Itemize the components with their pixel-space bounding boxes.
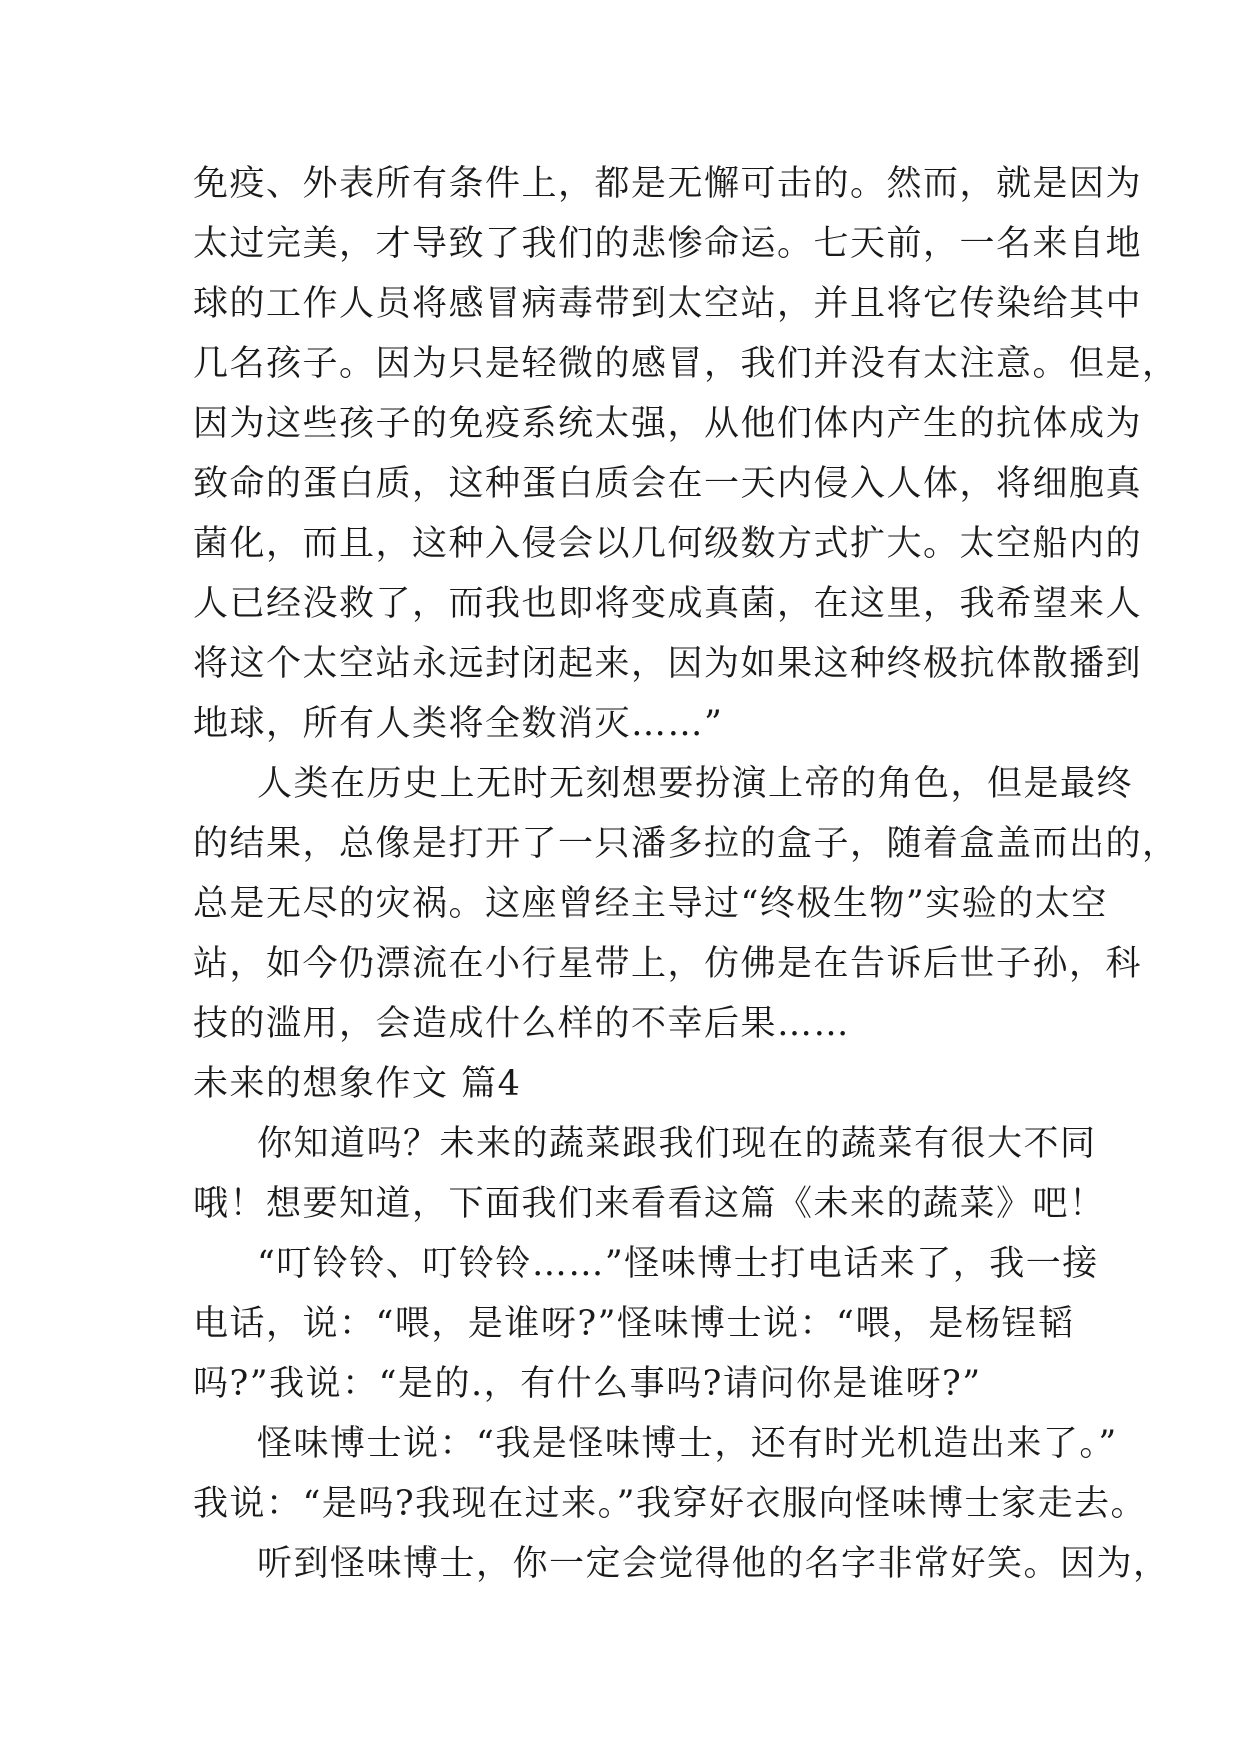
text-line: 太过完美，才导致了我们的悲惨命运。七天前，一名来自地 [193, 224, 1143, 264]
paragraph-start-line: “叮铃铃、叮铃铃……”怪味博士打电话来了，我一接 [257, 1244, 1099, 1284]
text-line: 球的工作人员将感冒病毒带到太空站，并且将它传染给其中 [193, 284, 1143, 324]
text-line: 致命的蛋白质，这种蛋白质会在一天内侵入人体，将细胞真 [193, 464, 1143, 504]
text-line: 技的滥用，会造成什么样的不幸后果…… [193, 1004, 851, 1044]
paragraph-start-line: 听到怪味博士，你一定会觉得他的名字非常好笑。因为， [257, 1544, 1170, 1584]
text-line: 的结果，总像是打开了一只潘多拉的盒子，随着盒盖而出的， [193, 824, 1179, 864]
text-line: 哦！想要知道，下面我们来看看这篇《未来的蔬菜》吧！ [193, 1184, 1106, 1224]
text-line: 因为这些孩子的免疫系统太强，从他们体内产生的抗体成为 [193, 404, 1143, 444]
text-line: 我说：“是吗?我现在过来。”我穿好衣服向怪味博士家走去。 [193, 1484, 1148, 1524]
text-line: 总是无尽的灾祸。这座曾经主导过“终极生物”实验的太空 [193, 884, 1108, 924]
text-line: 站，如今仍漂流在小行星带上，仿佛是在告诉后世子孙，科 [193, 944, 1143, 984]
paragraph-start-line: 人类在历史上无时无刻想要扮演上帝的角色，但是最终 [257, 764, 1134, 804]
text-line: 吗?”我说：“是的.，有什么事吗?请问你是谁呀?” [193, 1364, 982, 1404]
text-line: 将这个太空站永远封闭起来，因为如果这种终极抗体散播到 [193, 644, 1143, 684]
text-line: 免疫、外表所有条件上，都是无懈可击的。然而，就是因为 [193, 164, 1143, 204]
text-line: 地球，所有人类将全数消灭……” [193, 704, 724, 744]
paragraph-start-line: 怪味博士说：“我是怪味博士，还有时光机造出来了。” [257, 1424, 1118, 1464]
text-line: 菌化，而且，这种入侵会以几何级数方式扩大。太空船内的 [193, 524, 1143, 564]
section-heading: 未来的想象作文 篇4 [193, 1064, 522, 1104]
text-line: 人已经没救了，而我也即将变成真菌，在这里，我希望来人 [193, 584, 1143, 624]
text-line: 几名孩子。因为只是轻微的感冒，我们并没有太注意。但是， [193, 344, 1179, 384]
paragraph-start-line: 你知道吗？未来的蔬菜跟我们现在的蔬菜有很大不同 [257, 1124, 1097, 1164]
text-line: 电话，说：“喂，是谁呀?”怪味博士说：“喂，是杨锃韬 [193, 1304, 1075, 1344]
